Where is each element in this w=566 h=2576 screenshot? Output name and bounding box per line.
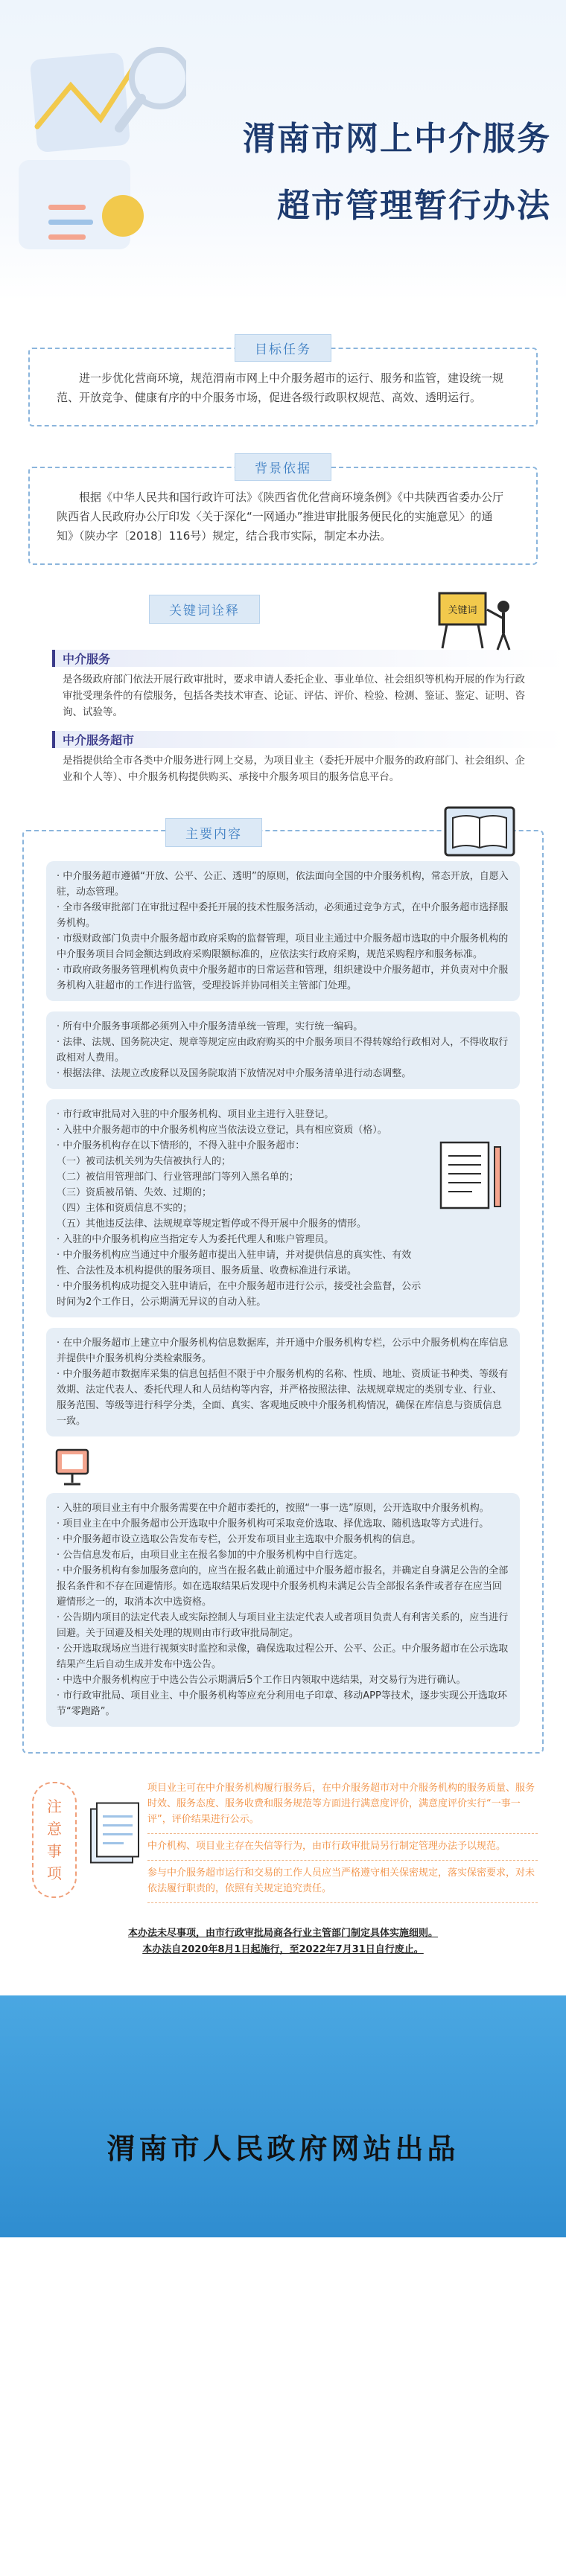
attention-item: 中介机构、项目业主存在失信等行为，由市行政审批局另行制定管理办法予以规范。 [147, 1834, 538, 1861]
attention-label [28, 1776, 80, 1903]
content-item: · 中介服务超市数据库采集的信息包括但不限于中介服务机构的名称、性质、地址、资质证书种类、等级有效期、法定代表人、委托代理人和人员结构等内容，并严格按照法律、法规规章规定的类别专业、行业、服务范围、等级等进行科学分类，全面、真实、客观地反映中介服务机构情况，确保在库信息与资质信息一致。 [57, 1369, 509, 1427]
footnote-line2: 本办法自2020年8月1日起施行，至2022年7月31日自行废止。 [142, 1944, 424, 1955]
attention-item: 项目业主可在中介服务机构履行服务后，在中介服务超市对中介服务机构的服务质量、服务时效、服务态度、服务收费和服务规范等方面进行满意度评价，满意度评价实行“一事一评”，评价结果进行公示。 [147, 1776, 538, 1834]
basis-tag: 背景依据 [235, 453, 331, 481]
goal-section [28, 342, 538, 426]
content-item: · 市级财政部门负责中介服务超市政府采购的监督管理，项目业主通过中介服务超市选取的中介服务机构的中介服务项目合同金额达到政府采购限额标准的，应依法实行政府采购，规范采购程序和服务标准。 [57, 933, 509, 960]
content-item: · 中介服务机构应当通过中介服务超市提出入驻申请，并对提供信息的真实性、有效性、合法性及本机构提供的服务项目、服务质量、收费标准进行承诺。 [57, 1250, 412, 1276]
content-item: · 公告期内项目的法定代表人或实际控制人与项目业主法定代表人或者项目负责人有利害关系的，应当进行回避。关于回避及相关处理的规则由市行政审批局制定。 [57, 1612, 509, 1639]
footnote [0, 1925, 566, 1958]
content-item: · 中介服务超市设立选取公告发布专栏，公开发布项目业主选取中介服务机构的信息。 [57, 1534, 422, 1545]
magnifier-chart-icon [15, 37, 186, 283]
document-pen-icon [435, 1137, 509, 1226]
term-text: 是指提供给全市各类中介服务进行网上交易，为项目业主（委托开展中介服务的政府部门、社会组织、企业和个人等）、中介服务机构提供购买、承接中介服务项目的服务信息平台。 [63, 755, 525, 783]
attention-list [147, 1776, 538, 1903]
basis-text: 根据《中华人民共和国行政许可法》《陕西省优化营商环境条例》《中共陕西省委办公厅陕西省人民政府办公厅印发〈关于深化“一网通办”推进审批服务便民化的实施意见〉的通知》（陕办字〔2018〕116号）规定，结合我市实际，制定本办法。 [57, 490, 504, 543]
footnote-line1: 本办法未尽事项，由市行政审批局商各行业主管部门制定具体实施细则。 [127, 1928, 438, 1939]
main-box [22, 827, 544, 1754]
attention-char: 注 [47, 1797, 62, 1815]
content-item: · 法律、法规、国务院决定、规章等规定应由政府购买的中介服务项目不得转嫁给行政相对人，不得收取行政相对人费用。 [57, 1037, 509, 1064]
content-item: · 公开选取现场应当进行视频实时监控和录像，确保选取过程公开、公平、公正。中介服务超市在公示选取结果产生后自动生成并发布中选公告。 [57, 1643, 509, 1670]
main-tag: 主要内容 [165, 818, 262, 847]
attention-item: 参与中介服务超市运行和交易的工作人员应当严格遵守相关保密规定，落实保密要求，对未依法履行职责的，依照有关规定追究责任。 [147, 1861, 538, 1903]
content-item: · 中选中介服务机构应于中选公告公示期满后5个工作日内领取中选结果，对交易行为进行确认。 [57, 1675, 466, 1686]
term-name: 中介服务超市 [52, 731, 566, 748]
keyword-board-icon [432, 587, 521, 654]
stacked-documents-icon [80, 1776, 147, 1903]
attention-char: 项 [47, 1864, 62, 1882]
content-item: （四）主体和资质信息不实的； [57, 1203, 193, 1214]
term-name: 中介服务 [52, 650, 566, 667]
attention-section [28, 1776, 538, 1903]
content-card-1 [46, 861, 520, 1001]
content-card-3 [46, 1099, 520, 1317]
book-icon [442, 805, 517, 858]
content-item: · 入驻中介服务超市的中介服务机构应当依法设立登记，具有相应资质（格）。 [57, 1125, 387, 1136]
footer-text: 渭南市人民政府网站出品 [106, 2132, 460, 2165]
basis-section [28, 461, 538, 565]
content-item: · 中介服务机构存在以下情形的，不得入驻中介服务超市： [57, 1140, 305, 1151]
content-item: · 中介服务机构成功提交入驻申请后，在中介服务超市进行公示，接受社会监督，公示时间为2个工作日，公示期满无异议的自动入驻。 [57, 1281, 422, 1308]
content-card-4 [46, 1328, 520, 1436]
keywords-header [0, 587, 566, 639]
content-item: （二）被信用管理部门、行业管理部门等列入黑名单的； [57, 1172, 299, 1183]
basis-box [28, 461, 538, 565]
goal-text: 进一步优化营商环境，规范渭南市网上中介服务超市的运行、服务和监管，建设统一规范、开放竞争、健康有序的中介服务市场，促进各级行政职权规范、高效、透明运行。 [57, 371, 504, 404]
content-item: · 中介服务机构有参加服务意向的，应当在报名截止前通过中介服务超市报名，并确定自身满足公告的全部报名条件和不存在回避情形。如在选取结果后发现中介服务机构未满足公告全部报名条件或者存在应当回避情形之一的，取消本次中选资格。 [57, 1565, 509, 1608]
content-item: · 入驻的项目业主有中介服务需要在中介超市委托的，按照“一事一选”原则，公开选取中介服务机构。 [57, 1503, 489, 1514]
page-title-line2: 超市管理暂行办法 [277, 187, 551, 225]
content-card-5 [46, 1493, 520, 1727]
header-banner [0, 0, 566, 301]
term-text: 是各级政府部门依法开展行政审批时，要求申请人委托企业、事业单位、社会组织等机构开展的作为行政审批受理条件的有偿服务，包括各类技术审查、论证、评估、评价、检验、检测、鉴证、鉴定、证明、咨询、试验等。 [63, 674, 525, 718]
goal-box [28, 342, 538, 426]
content-item: · 市政府政务服务管理机构负责中介服务超市的日常运营和管理，组织建设中介服务超市，并负责对中介服务机构入驻超市的工作进行监管，受理投诉并协同相关主管部门处理。 [57, 965, 509, 991]
content-item: · 全市各级审批部门在审批过程中委托开展的技术性服务活动，必须通过竞争方式，在中介服务超市选择服务机构。 [57, 902, 509, 929]
content-item: · 公告信息发布后，由项目业主在报名参加的中介服务机构中自行选定。 [57, 1550, 363, 1561]
keywords-section [0, 587, 566, 785]
content-card-2 [46, 1011, 520, 1089]
keyword-badge: 关键词 [448, 605, 477, 616]
attention-char: 意 [47, 1819, 62, 1838]
content-item: · 市行政审批局对入驻的中介服务机构、项目业主进行入驻登记。 [57, 1109, 334, 1120]
content-item: （一）被司法机关列为失信被执行人的； [57, 1156, 232, 1167]
monitor-icon [54, 1447, 91, 1489]
content-item: · 在中介服务超市上建立中介服务机构信息数据库，并开通中介服务机构专栏，公示中介服务机构在库信息并提供中介服务机构分类检索服务。 [57, 1337, 509, 1364]
content-item: · 市行政审批局、项目业主、中介服务机构等应充分利用电子印章、移动APP等技术，逐步实现公开选取环节“零跑路”。 [57, 1690, 507, 1717]
term-item [0, 731, 566, 785]
content-item: · 中介服务超市遵循“开放、公平、公正、透明”的原则，依法面向全国的中介服务机构，常态开放，自愿入驻，动态管理。 [57, 871, 509, 898]
main-section [0, 827, 566, 1754]
page-title-line1: 渭南市网上中介服务 [243, 120, 551, 158]
content-item: · 根据法律、法规立改废释以及国务院取消下放情况对中介服务清单进行动态调整。 [57, 1068, 412, 1079]
content-item: · 入驻的中介服务机构应当指定专人为委托代理人和账户管理员。 [57, 1234, 334, 1245]
keywords-tag: 关键词诠释 [149, 595, 260, 624]
footer-banner [0, 1995, 566, 2237]
content-item: （三）资质被吊销、失效、过期的； [57, 1187, 212, 1198]
content-item: （五）其他违反法律、法规规章等规定暂停或不得开展中介服务的情形。 [57, 1218, 367, 1230]
goal-tag: 目标任务 [235, 334, 331, 362]
term-item [0, 650, 566, 720]
attention-badge [32, 1782, 77, 1898]
attention-char: 事 [47, 1841, 62, 1860]
content-item: · 项目业主在中介服务超市公开选取中介服务机构可采取竞价选取、择优选取、随机选取等方式进行。 [57, 1518, 489, 1530]
content-item: · 所有中介服务事项都必须列入中介服务清单统一管理，实行统一编码。 [57, 1021, 363, 1032]
